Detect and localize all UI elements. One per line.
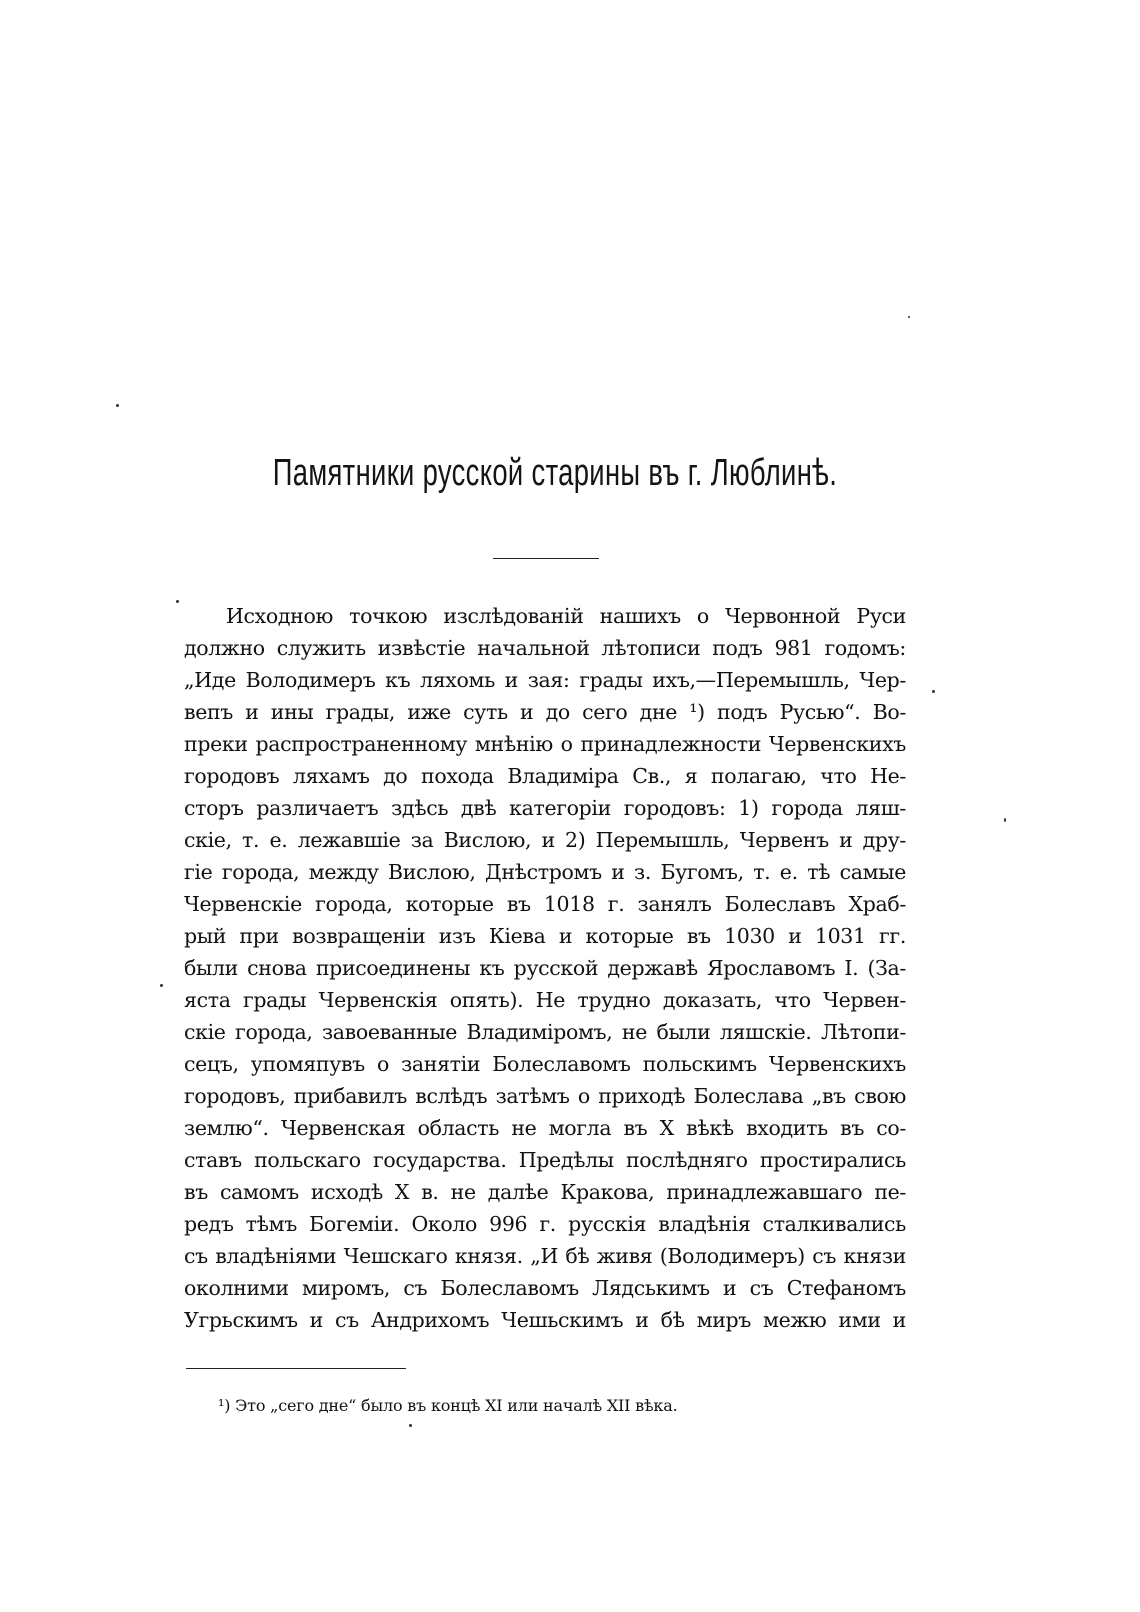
title-divider xyxy=(493,558,599,559)
text-line: „Иде Володимеръ къ ляхомь и зая: грады ихъ,—Перемышль, Чер- xyxy=(184,668,906,692)
text-line: вепъ и ины грады, иже суть и до сего дне ¹) подъ Русью“. Во- xyxy=(184,700,906,724)
scan-speck xyxy=(116,404,119,407)
text-line: ставъ польскаго государства. Предѣлы послѣдняго простирались xyxy=(184,1148,906,1172)
text-line: сторъ различаетъ здѣсь двѣ категоріи городовъ: 1) города ляш- xyxy=(184,796,906,820)
text-line: были снова присоединены къ русской державѣ Ярославомъ I. (За- xyxy=(184,956,906,980)
text-line: съ владѣніями Чешскаго князя. „И бѣ живя (Володимеръ) съ князи xyxy=(184,1244,906,1268)
scan-speck xyxy=(176,600,179,603)
scan-speck xyxy=(932,690,935,693)
text-line: Угрьскимъ и съ Андрихомъ Чешьскимъ и бѣ миръ межю ими и xyxy=(184,1308,906,1332)
text-line: Исходною точкою изслѣдованій нашихъ о Червонной Руси xyxy=(226,604,906,628)
text-line: яста грады Червенскія опять). Не трудно доказать, что Червен- xyxy=(184,988,906,1012)
text-line: рый при возвращеніи изъ Кіева и которые въ 1030 и 1031 гг. xyxy=(184,924,906,948)
text-line: землю“. Червенская область не могла въ X вѣкѣ входить въ со- xyxy=(184,1116,906,1140)
text-line: скіе города, завоеванные Владиміромъ, не были ляшскіе. Лѣтопи- xyxy=(184,1020,906,1044)
scan-speck xyxy=(409,1424,412,1427)
text-line: должно служить извѣстіе начальной лѣтописи подъ 981 годомъ: xyxy=(184,636,906,660)
scan-speck xyxy=(1004,818,1006,822)
text-line: гіе города, между Вислою, Днѣстромъ и з. Бугомъ, т. е. тѣ самые xyxy=(184,860,906,884)
text-line: околними миромъ, съ Болеславомъ Лядськимъ и съ Стефаномъ xyxy=(184,1276,906,1300)
text-line: городовъ ляхамъ до похода Владиміра Св., я полагаю, что Не- xyxy=(184,764,906,788)
page-title: Памятники русской старины въ г. Люблинѣ. xyxy=(272,452,838,494)
text-line: преки распространенному мнѣнію о принадлежности Червенскихъ xyxy=(184,732,906,756)
text-line: въ самомъ исходѣ X в. не далѣе Кракова, принадлежавшаго пе- xyxy=(184,1180,906,1204)
text-line: скіе, т. е. лежавшіе за Вислою, и 2) Перемышль, Червенъ и дру- xyxy=(184,828,906,852)
text-line: Червенскіе города, которые въ 1018 г. занялъ Болеславъ Храб- xyxy=(184,892,906,916)
footnote: ¹) Это „сего дне“ было въ концѣ XI или началѣ XII вѣка. xyxy=(218,1396,678,1415)
scan-speck xyxy=(160,984,163,987)
text-line: городовъ, прибавилъ вслѣдъ затѣмъ о приходѣ Болеслава „въ свою xyxy=(184,1084,906,1108)
scan-speck xyxy=(908,316,910,318)
main-text xyxy=(184,600,906,1336)
text-line: сецъ, упомяпувъ о занятіи Болеславомъ польскимъ Червенскихъ xyxy=(184,1052,906,1076)
text-line: редъ тѣмъ Богеміи. Около 996 г. русскія владѣнія сталкивались xyxy=(184,1212,906,1236)
footnote-divider xyxy=(186,1368,406,1369)
